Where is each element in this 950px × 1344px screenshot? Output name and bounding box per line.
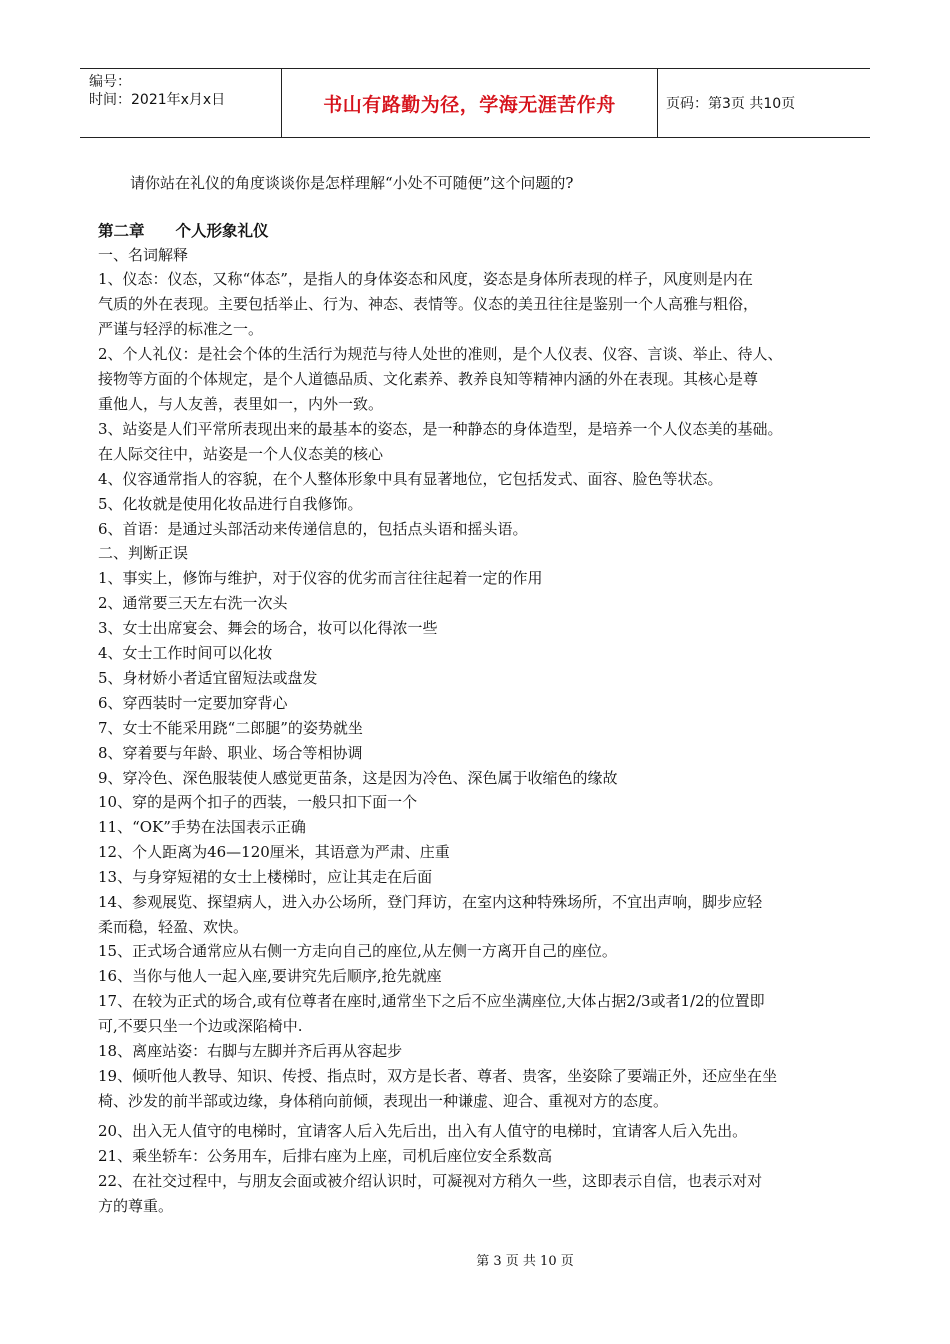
list-item: 6、首语：是通过头部活动来传递信息的，包括点头语和摇头语。 xyxy=(98,520,528,538)
list-item: 21、乘坐轿车：公务用车，后排右座为上座，司机后座位安全系数高 xyxy=(98,1147,553,1165)
discussion-question: 请你站在礼仪的角度谈谈你是怎样理解“小处不可随便”这个问题的? xyxy=(130,174,574,192)
list-item: 17、在较为正式的场合,或有位尊者在座时,通常坐下之后不应坐满座位,大体占据2/3或者1/2的位置即 xyxy=(98,992,765,1010)
list-item: 3、站姿是人们平常所表现出来的最基本的姿态，是一种静态的身体造型，是培养一个人仪态美的基础。 xyxy=(98,420,783,438)
section-title-definitions: 一、名词解释 xyxy=(98,246,189,264)
list-item: 5、化妆就是使用化妆品进行自我修饰。 xyxy=(98,495,363,513)
list-item: 气质的外在表现。主要包括举止、行为、神态、表情等。仪态的美丑往往是鉴别一个人高雅与粗俗， xyxy=(98,295,759,313)
list-item: 22、在社交过程中，与朋友会面或被介绍认识时，可凝视对方稍久一些，这即表示自信，也表示对对 xyxy=(98,1172,763,1190)
list-item: 10、穿的是两个扣子的西装，一般只扣下面一个 xyxy=(98,793,418,811)
document-number-label: 编号： xyxy=(89,74,131,90)
list-item: 16、当你与他人一起入座,要讲究先后顺序,抢先就座 xyxy=(98,967,442,985)
list-item: 13、与身穿短裙的女士上楼梯时，应让其走在后面 xyxy=(98,868,433,886)
list-item: 14、参观展览、探望病人，进入办公场所，登门拜访，在室内这种特殊场所，不宜出声响，脚步应轻 xyxy=(98,893,763,911)
list-item: 可,不要只坐一个边或深陷椅中. xyxy=(98,1017,303,1035)
list-item: 6、穿西装时一定要加穿背心 xyxy=(98,694,288,712)
header-page-cell xyxy=(658,69,870,137)
list-item: 3、女士出席宴会、舞会的场合，妆可以化得浓一些 xyxy=(98,619,438,637)
list-item: 8、穿着要与年龄、职业、场合等相协调 xyxy=(98,744,363,762)
section-title-judgments: 二、判断正误 xyxy=(98,544,189,562)
header-motto-cell xyxy=(282,69,658,137)
list-item: 接物等方面的个体规定，是个人道德品质、文化素养、教养良知等精神内涵的外在表现。其核心是尊 xyxy=(98,370,759,388)
list-item: 19、倾听他人教导、知识、传授、指点时，双方是长者、尊者、贵客，坐姿除了要端正外，还应坐在坐 xyxy=(98,1067,778,1085)
list-item: 1、仪态：仪态，又称“体态”，是指人的身体姿态和风度，姿态是身体所表现的样子，风度则是内在 xyxy=(98,270,753,288)
list-item: 柔而稳，轻盈、欢快。 xyxy=(98,918,249,936)
list-item: 7、女士不能采用跷“二郎腿”的姿势就坐 xyxy=(98,719,363,737)
list-item: 4、仪容通常指人的容貌，在个人整体形象中具有显著地位，它包括发式、面容、脸色等状态。 xyxy=(98,470,723,488)
header-info-cell xyxy=(80,69,282,137)
list-item: 1、事实上，修饰与维护，对于仪容的优劣而言往往起着一定的作用 xyxy=(98,569,543,587)
header-motto: 书山有路勤为径，学海无涯苦作舟 xyxy=(323,93,616,116)
list-item: 9、穿冷色、深色服装使人感觉更苗条，这是因为冷色、深色属于收缩色的缘故 xyxy=(98,769,618,787)
list-item: 18、离座站姿：右脚与左脚并齐后再从容起步 xyxy=(98,1042,403,1060)
list-item: 2、个人礼仪：是社会个体的生活行为规范与待人处世的准则，是个人仪表、仪容、言谈、举止、待人、 xyxy=(98,345,783,363)
list-item: 方的尊重。 xyxy=(98,1197,174,1215)
list-item: 重他人，与人友善，表里如一，内外一致。 xyxy=(98,395,384,413)
list-item: 2、通常要三天左右洗一次头 xyxy=(98,594,288,612)
document-time-label: 时间：2021年x月x日 xyxy=(89,92,226,108)
header-page-info: 页码：第3页 共10页 xyxy=(666,96,796,112)
list-item: 20、出入无人值守的电梯时，宜请客人后入先后出，出入有人值守的电梯时，宜请客人后入先出。 xyxy=(98,1122,748,1140)
footer-page-number: 第 3 页 共 10 页 xyxy=(476,1254,574,1269)
list-item: 在人际交往中，站姿是一个人仪态美的核心 xyxy=(98,445,384,463)
list-item: 严谨与轻浮的标准之一。 xyxy=(98,320,264,338)
list-item: 15、正式场合通常应从右侧一方走向自己的座位,从左侧一方离开自己的座位。 xyxy=(98,942,617,960)
chapter-title: 第二章 个人形象礼仪 xyxy=(98,221,269,240)
list-item: 5、身材娇小者适宜留短法或盘发 xyxy=(98,669,318,687)
list-item: 4、女士工作时间可以化妆 xyxy=(98,644,273,662)
list-item: 12、个人距离为46—120厘米，其语意为严肃、庄重 xyxy=(98,843,450,861)
page-footer xyxy=(0,1250,950,1269)
list-item: 11、“OK”手势在法国表示正确 xyxy=(98,818,306,836)
list-item: 椅、沙发的前半部或边缘，身体稍向前倾，表现出一种谦虚、迎合、重视对方的态度。 xyxy=(98,1092,669,1110)
page-header xyxy=(80,68,870,138)
